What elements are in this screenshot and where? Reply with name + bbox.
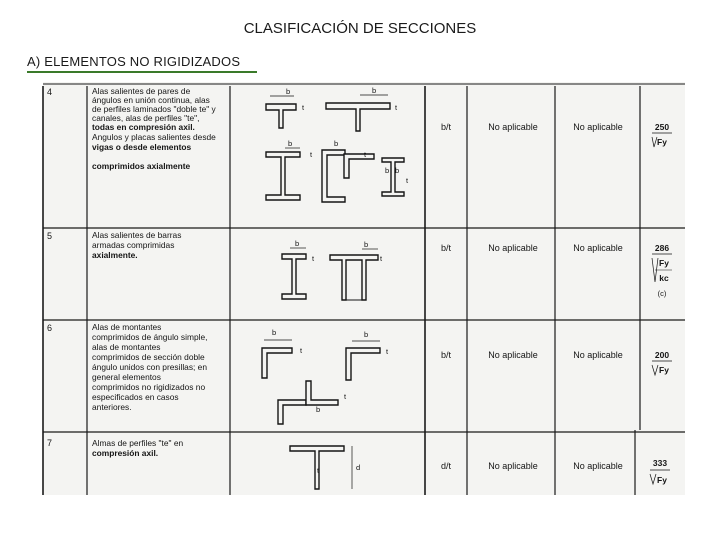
ratio-cell: b/t <box>440 122 452 132</box>
row-description-line: anteriores. <box>92 402 132 412</box>
compact-limit-cell: No aplicable <box>488 243 538 253</box>
dimension-label: b <box>288 139 293 148</box>
row-number: 6 <box>47 323 53 333</box>
slender-limit-denominator: Fy <box>659 365 669 375</box>
row-description-line: Alas de montantes <box>92 322 162 332</box>
dimension-label: b <box>364 330 369 339</box>
row-description-line: de perfiles laminados "doble te" y <box>92 104 216 114</box>
dimension-label: b <box>334 139 339 148</box>
table-row <box>47 230 672 298</box>
dimension-label: b <box>395 166 400 175</box>
row-description-line: general elementos <box>92 372 161 382</box>
compact-limit-cell: No aplicable <box>488 350 538 360</box>
slender-limit-numerator: 333 <box>652 458 668 468</box>
row-description-line: todas en compresión axil. <box>92 122 195 132</box>
row-number: 5 <box>47 231 53 241</box>
dimension-label: b <box>364 240 369 249</box>
row-description-line: canales, alas de perfiles "te", <box>92 113 200 123</box>
table-row <box>47 438 670 485</box>
noncompact-limit-cell: No aplicable <box>573 350 623 360</box>
row-description-line: comprimidos no rigidizados no <box>92 382 206 392</box>
dimension-label: d <box>356 463 361 472</box>
row-description-line: ángulos en unión continua, alas <box>92 95 210 105</box>
row-number: 4 <box>47 87 53 97</box>
row-description-line: alas de montantes <box>92 342 161 352</box>
table-row <box>47 322 672 412</box>
row-description-line: armadas comprimidas <box>92 240 175 250</box>
ratio-cell: b/t <box>440 350 452 360</box>
cross-section-sketch <box>282 248 378 300</box>
dimension-label: b <box>372 86 377 95</box>
dimension-label: b <box>272 328 277 337</box>
row-description-line: vigas o desde elementos <box>92 142 192 152</box>
compact-limit-cell: No aplicable <box>488 461 538 471</box>
row-description-line: axialmente. <box>92 250 138 260</box>
row-description-line: especificados en casos <box>92 392 179 402</box>
cross-section-sketch <box>266 95 404 202</box>
dimension-label: t <box>386 347 389 356</box>
noncompact-limit-cell: No aplicable <box>573 461 623 471</box>
row-number: 7 <box>47 438 53 448</box>
slender-limit-numerator: 250 <box>654 122 670 132</box>
dimension-label: b <box>295 239 300 248</box>
row-description-line: Alas salientes de pares de <box>92 86 191 96</box>
dimension-label: b <box>316 405 321 414</box>
slender-limit-numerator: 286 <box>654 243 670 253</box>
ratio-cell: b/t <box>440 243 452 253</box>
row-description-line: comprimidos de ángulo simple, <box>92 332 208 342</box>
dimension-label: t <box>380 254 383 263</box>
dimension-label: t <box>364 150 367 159</box>
dimension-label: b <box>385 166 390 175</box>
dimension-label: t <box>317 466 320 475</box>
dimension-label: t <box>395 103 398 112</box>
row-description-line: Alas salientes de barras <box>92 230 182 240</box>
slender-limit-denominator: Fy <box>657 137 667 147</box>
cross-section-sketch <box>262 340 380 424</box>
section-subtitle: A) ELEMENTOS NO RIGIDIZADOS <box>27 54 241 69</box>
page-title: CLASIFICACIÓN DE SECCIONES <box>243 20 477 37</box>
slender-limit-factor: kc <box>659 273 669 283</box>
dimension-label: t <box>406 176 409 185</box>
slender-limit-numerator: 200 <box>654 350 670 360</box>
row-description-line: compresión axil. <box>92 448 159 458</box>
row-description-line: ángulo unidos con presillas; en <box>92 362 208 372</box>
dimension-label: t <box>310 150 313 159</box>
slender-limit-denominator: Fy <box>659 258 669 268</box>
cross-section-sketch <box>290 446 352 489</box>
row-description-line: Angulos y placas salientes desde <box>92 132 216 142</box>
dimension-label: t <box>344 392 347 401</box>
compact-limit-cell: No aplicable <box>488 122 538 132</box>
row-description-line: comprimidos de sección doble <box>92 352 205 362</box>
row-description-line: comprimidos axialmente <box>92 161 191 171</box>
noncompact-limit-cell: No aplicable <box>573 122 623 132</box>
dimension-label: t <box>300 346 303 355</box>
row-description-line: Almas de perfiles "te" en <box>92 438 184 448</box>
slender-limit-note: (c) <box>657 289 667 298</box>
dimension-label: b <box>286 87 291 96</box>
dimension-label: t <box>302 103 305 112</box>
noncompact-limit-cell: No aplicable <box>573 243 623 253</box>
slender-limit-denominator: Fy <box>657 475 667 485</box>
dimension-label: t <box>312 254 315 263</box>
ratio-cell: d/t <box>440 461 452 471</box>
